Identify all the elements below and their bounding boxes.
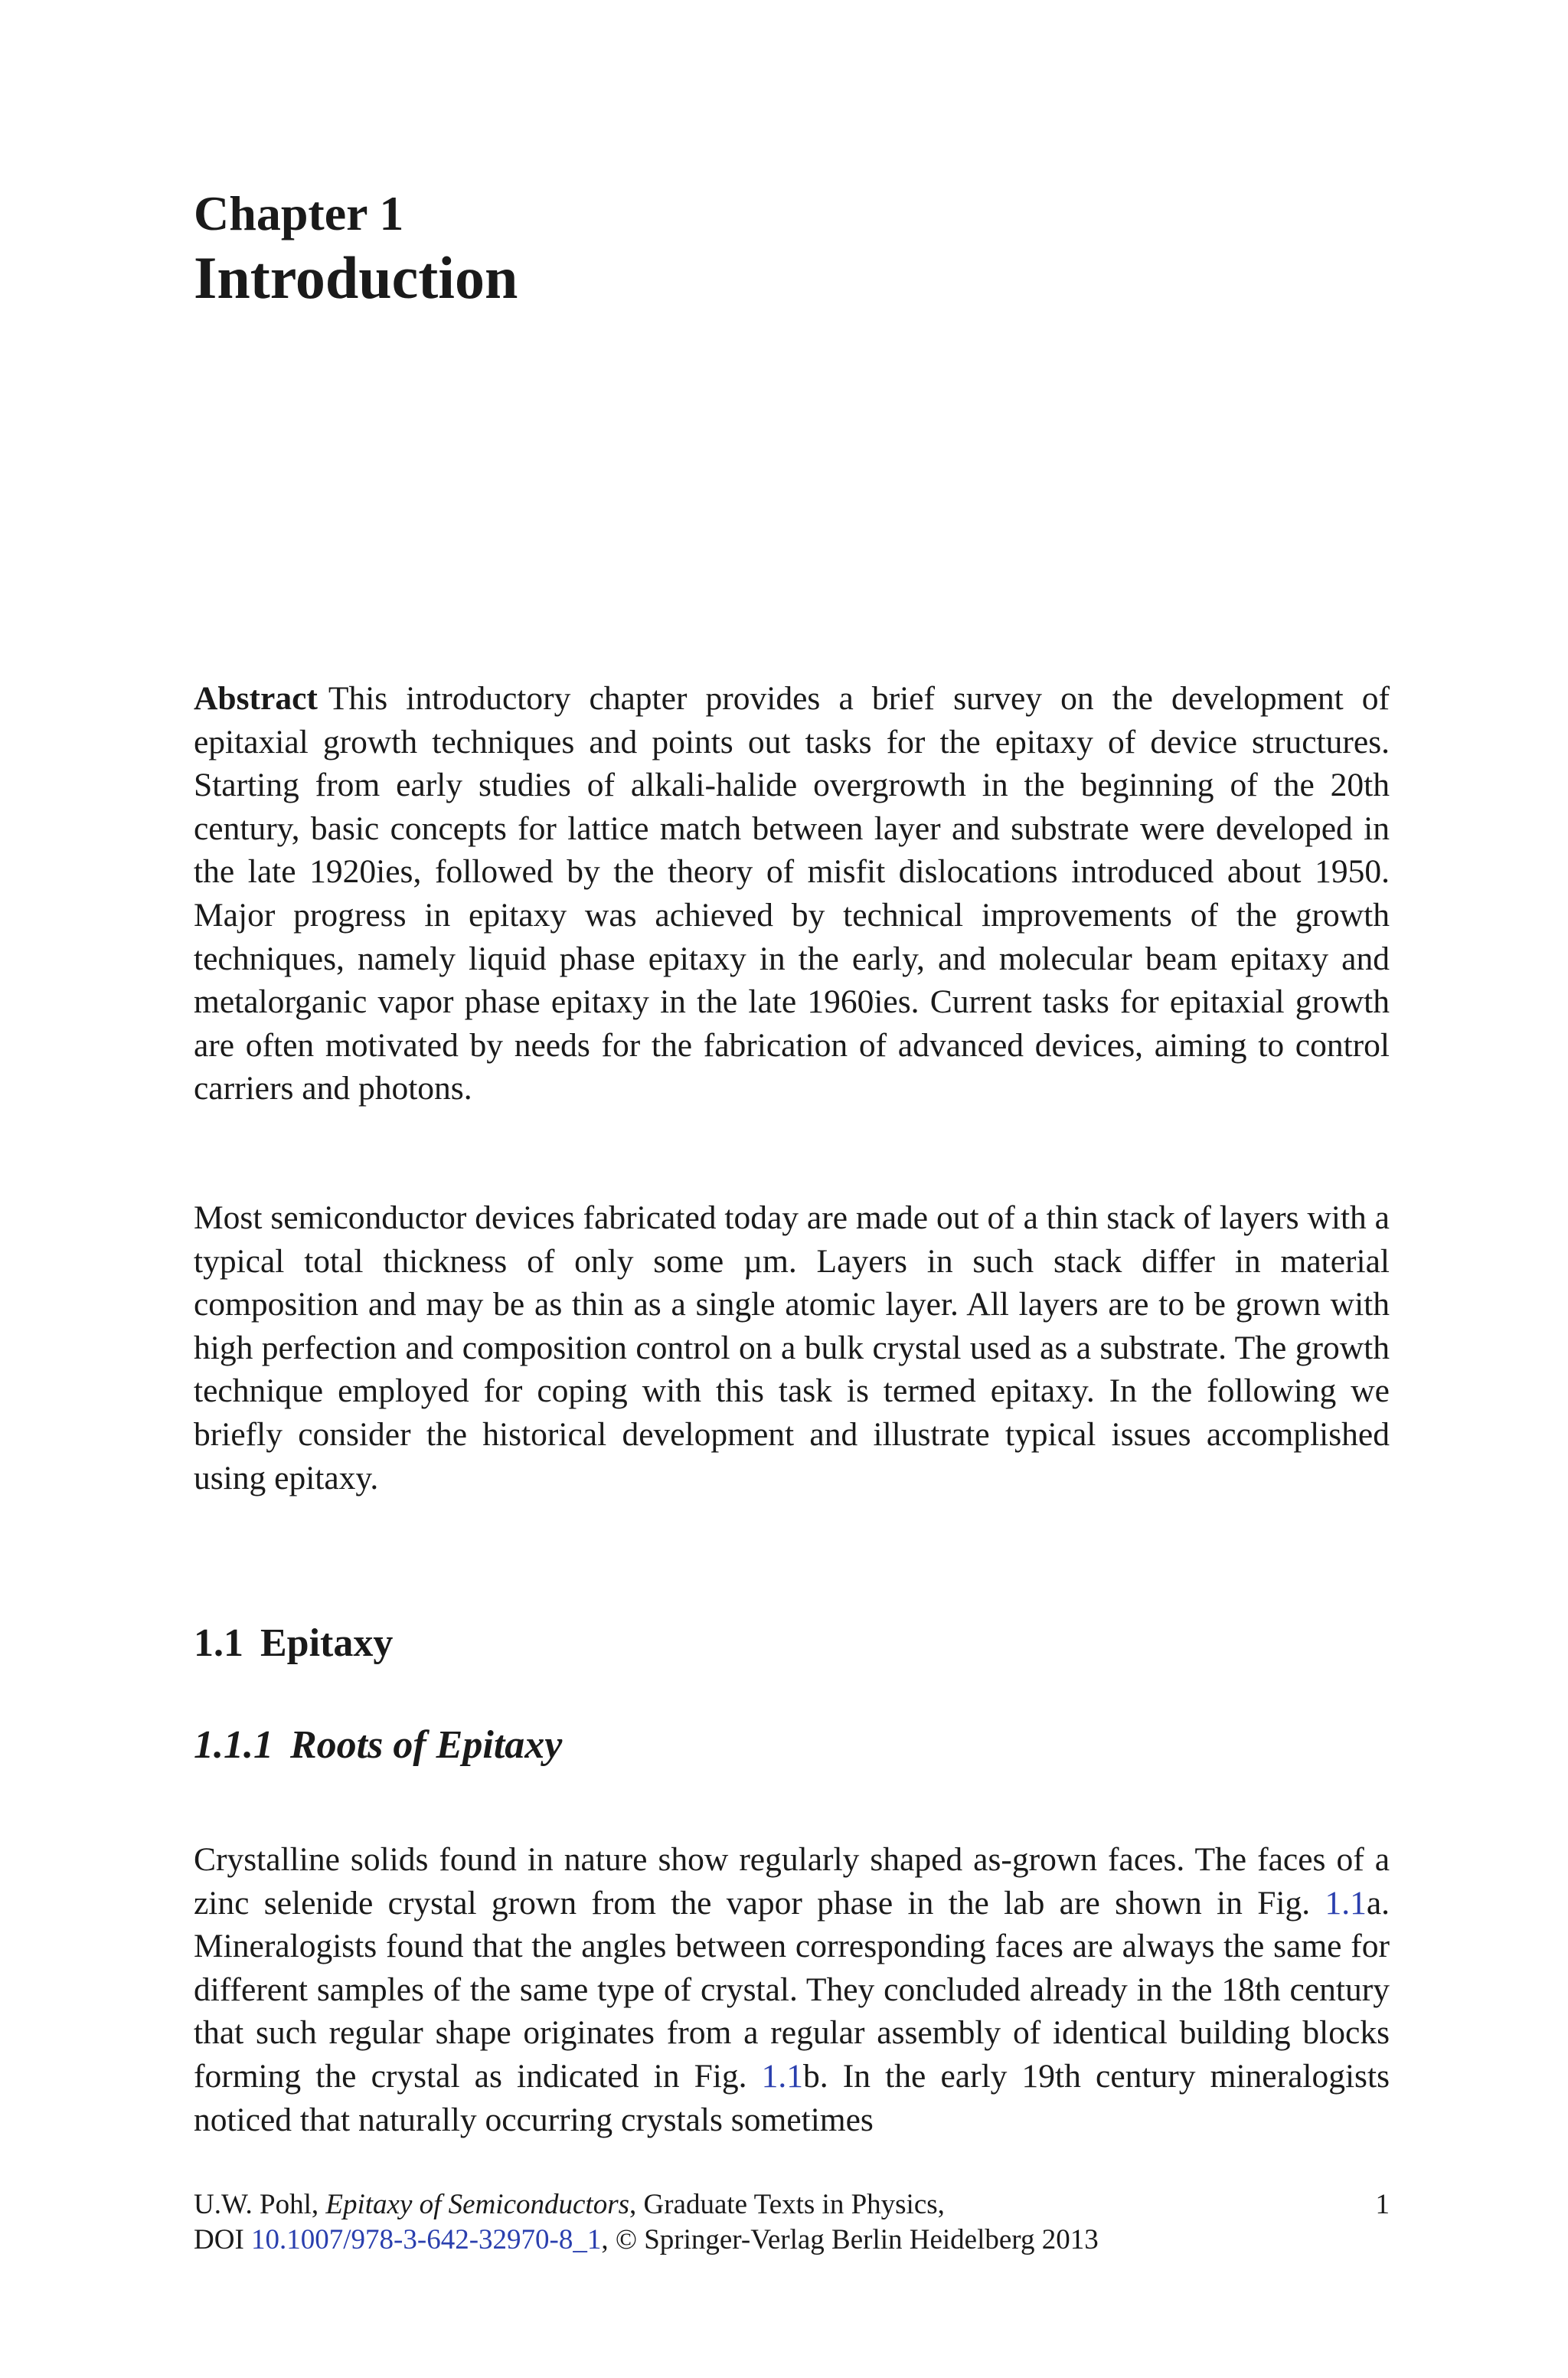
doi-line <box>194 2223 1390 2258</box>
roots-text-part1: Crystalline solids found in nature show regularly shaped as-grown faces. The faces of a zinc selenide crystal grown from the vapor phase in the lab are shown in Fig. <box>194 1841 1390 1922</box>
subsection-heading <box>194 1722 562 1769</box>
chapter-label: Chapter 1 <box>194 186 404 240</box>
subsection-number: 1.1.1 <box>194 1723 273 1767</box>
intro-paragraph: Most semiconductor devices fabricated today are made out of a thin stack of layers with a typical total thickness of only some µm. Layers in such stack differ in material composition and may be as thin as a single atomic layer. All layers are to be grown with high perfection and composition control on a bulk crystal used as a substrate. The growth technique employed for coping with this task is termed epitaxy. In the following we briefly consider the historical development and illustrate typical issues accomplished using epitaxy. <box>194 1199 1390 1496</box>
section-heading <box>194 1620 393 1667</box>
footer-author: U.W. Pohl, <box>194 2189 326 2220</box>
abstract-text: This introductory chapter provides a brief survey on the development of epitaxial growth techniques and points out tasks for the epitaxy of device structures. Starting from early studies of alkali-halide overgrowth in the beginning of the 20th century, basic concepts for lattice match between layer and substrate were developed in the late 1920ies, followed by the theory of misfit dislocations introduced about 1950. Major progress in epitaxy was achieved by technical improvements of the growth techniques, namely liquid phase epitaxy in the early, and molecular beam epitaxy and metalorganic vapor phase epitaxy in the late 1960ies. Current tasks for epitaxial growth are often motivated by needs for the fabrication of advanced devices, aiming to control carriers and photons. <box>194 680 1390 1107</box>
section-number: 1.1 <box>194 1621 243 1665</box>
figure-ref-link[interactable]: 1.1 <box>1325 1884 1367 1922</box>
page-footer <box>194 2187 1390 2258</box>
chapter-title: Introduction <box>194 244 518 311</box>
roots-text-part3: b. In the early 19th century mineralogists noticed that naturally occurring crystals sometimes <box>194 2057 1390 2138</box>
doi-link[interactable]: 10.1007/978-3-642-32970-8_1 <box>251 2224 602 2255</box>
roots-text-part2: a. Mineralogists found that the angles between corresponding faces are always the same for different samples of the same type of crystal. They concluded already in the 18th century that such regular shape originates from a regular assembly of identical building blocks forming the crystal as indicated in Fig. <box>194 1884 1390 2095</box>
citation-line <box>194 2187 1390 2223</box>
page-number: 1 <box>1375 2189 1390 2220</box>
abstract-label: Abstract <box>194 680 318 717</box>
abstract-paragraph <box>194 677 1390 1110</box>
figure-ref-link[interactable]: 1.1 <box>761 2057 804 2095</box>
subsection-title: Roots of Epitaxy <box>290 1723 563 1767</box>
footer-copyright: , © Springer-Verlag Berlin Heidelberg 2013 <box>601 2224 1099 2255</box>
footer-book-title: Epitaxy of Semiconductors <box>325 2189 629 2220</box>
book-page <box>194 0 1390 2378</box>
footer-series: , Graduate Texts in Physics, <box>629 2189 945 2220</box>
footer-doi-prefix: DOI <box>194 2224 252 2255</box>
section-title: Epitaxy <box>260 1621 394 1665</box>
roots-paragraph <box>194 1838 1390 2141</box>
